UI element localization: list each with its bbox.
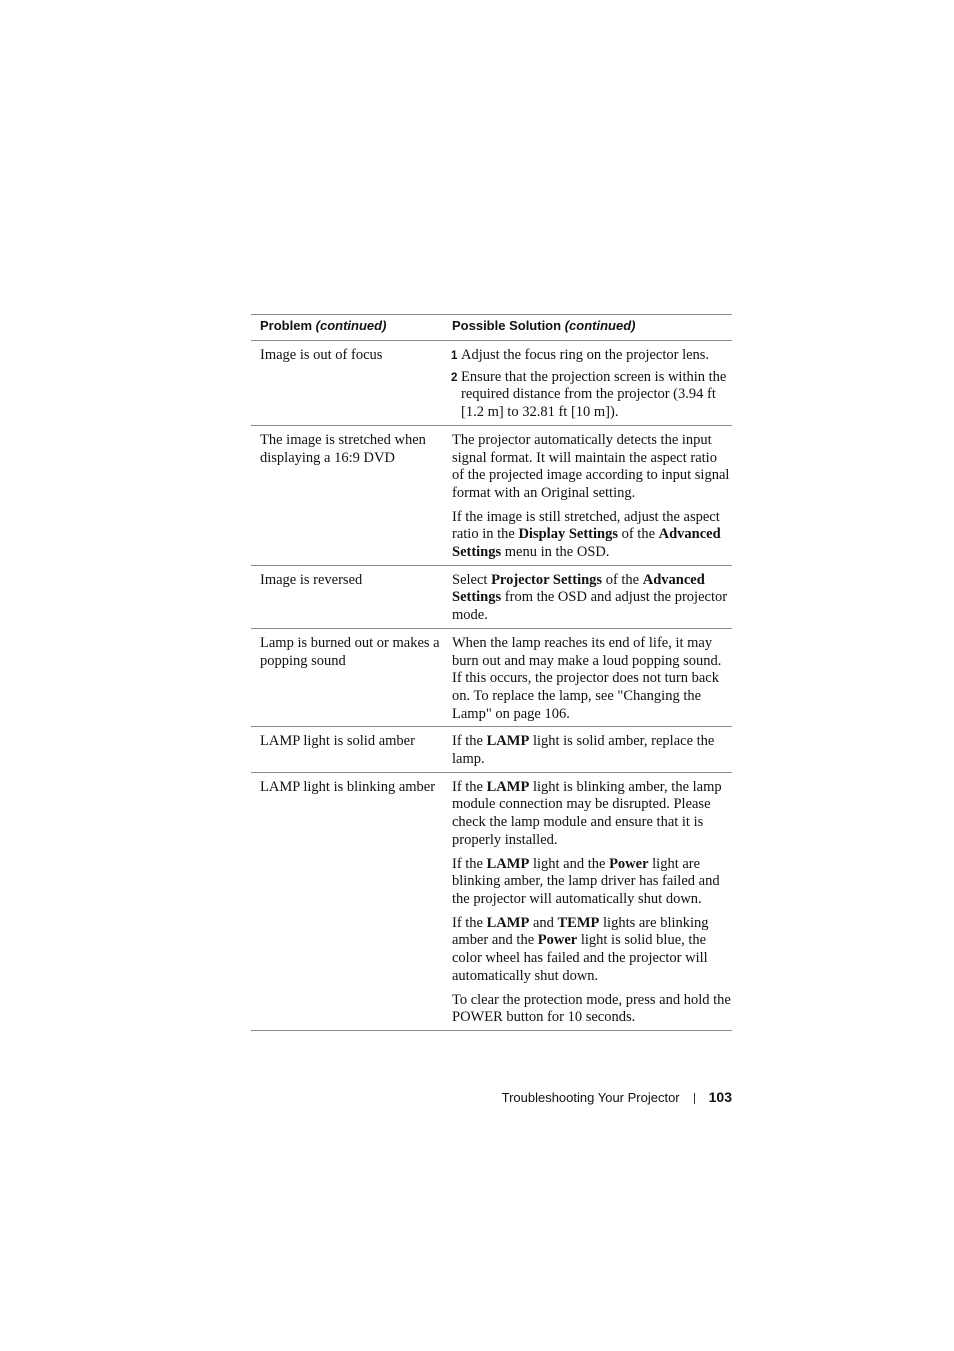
- text-run: light and the: [529, 855, 610, 872]
- text-run: If the: [452, 733, 487, 750]
- solution-paragraph: [452, 992, 732, 1027]
- solution-paragraph: [452, 915, 732, 986]
- solution-paragraph: [452, 635, 732, 724]
- page-number: 103: [708, 1089, 732, 1105]
- table-body: [251, 341, 732, 1031]
- header-solution-label: Possible Solution: [452, 318, 562, 333]
- solution-cell: [443, 773, 732, 1027]
- solution-paragraph: [452, 432, 732, 503]
- table-row: [251, 773, 732, 1031]
- solution-cell: [443, 629, 732, 724]
- solution-step: [451, 369, 732, 422]
- header-problem-label: Problem: [260, 318, 313, 333]
- step-number: 1: [451, 350, 458, 362]
- menu-term: TEMP: [557, 914, 600, 931]
- header-problem: [251, 315, 443, 340]
- footer-divider: [694, 1093, 695, 1104]
- problem-cell: Image is out of focus: [260, 347, 383, 363]
- header-solution: [443, 315, 732, 340]
- solution-paragraph: [452, 509, 732, 562]
- table-row: [251, 341, 732, 426]
- solution-step: [451, 347, 732, 366]
- text-run: light are blinking amber, the lamp driver has failed and the projector will automatically shut down.: [452, 855, 720, 907]
- table-row: [251, 727, 732, 772]
- table-header: [251, 315, 732, 341]
- text-run: from the OSD and adjust the projector mode.: [452, 589, 728, 624]
- menu-term: Projector Settings: [491, 571, 603, 588]
- text-run: The projector automatically detects the input signal format. It will maintain the aspect ratio of the projected image according to input signal format with an Original setting.: [452, 431, 730, 501]
- solution-cell: [443, 727, 732, 768]
- problem-cell: The image is stretched when displaying a 16:9 DVD: [260, 431, 426, 466]
- step-number: 2: [451, 371, 458, 384]
- menu-term: LAMP: [486, 855, 530, 872]
- text-run: If the: [452, 855, 487, 872]
- text-run: light is solid amber, replace the lamp.: [452, 733, 715, 768]
- step-text: Ensure that the projection screen is within the required distance from the projector (3.94 ft [1.2 m] to 32.81 ft [10 m]).: [461, 368, 727, 421]
- troubleshooting-table: [251, 314, 732, 1031]
- problem-cell: Image is reversed: [260, 571, 363, 588]
- text-run: and: [529, 914, 558, 931]
- text-run: light is solid blue, the color wheel has failed and the projector will automatically shut down.: [452, 932, 708, 984]
- table-row: [251, 629, 732, 728]
- page-footer: [502, 1089, 732, 1105]
- header-problem-suffix: (continued): [315, 318, 387, 333]
- text-run: When the lamp reaches its end of life, it may burn out and may make a loud popping sound. If this occurs, the projector does not turn back on. To replace the lamp, see "Changing the Lamp" on page 106.: [452, 634, 722, 722]
- problem-cell: LAMP light is solid amber: [260, 733, 415, 750]
- solution-cell: [443, 426, 732, 562]
- problem-cell: LAMP light is blinking amber: [260, 778, 436, 795]
- problem-cell: Lamp is burned out or makes a popping sound: [260, 634, 440, 669]
- footer-section-title: Troubleshooting Your Projector: [501, 1089, 680, 1105]
- text-run: To clear the protection mode, press and hold the POWER button for 10 seconds.: [452, 991, 731, 1026]
- text-run: Select: [452, 571, 492, 588]
- step-text: Adjust the focus ring on the projector lens.: [461, 347, 710, 363]
- solution-paragraph: [452, 733, 732, 768]
- solution-cell: [443, 341, 732, 422]
- menu-term: LAMP: [486, 778, 530, 795]
- menu-term: Display Settings: [518, 526, 618, 543]
- text-run: of the: [617, 526, 659, 543]
- solution-paragraph: [452, 856, 732, 909]
- text-run: lights are blinking amber and the: [452, 914, 709, 949]
- menu-term: LAMP: [486, 733, 530, 750]
- menu-term: Advanced Settings: [452, 571, 705, 606]
- table-row: [251, 566, 732, 629]
- text-run: light is blinking amber, the lamp module connection may be disrupted. Please check the lamp module and ensure that it is properly installed.: [452, 778, 722, 848]
- text-run: If the: [452, 914, 487, 931]
- solution-paragraph: [452, 779, 732, 850]
- solution-cell: [443, 566, 732, 625]
- menu-term: Power: [609, 855, 649, 872]
- text-run: If the: [452, 778, 487, 795]
- header-solution-suffix: (continued): [564, 318, 636, 333]
- menu-term: LAMP: [486, 914, 530, 931]
- solution-paragraph: [452, 572, 732, 625]
- text-run: If the image is still stretched, adjust the aspect ratio in the: [452, 508, 720, 543]
- menu-term: Advanced Settings: [452, 526, 721, 561]
- text-run: of the: [602, 571, 643, 588]
- menu-term: Power: [537, 932, 578, 949]
- table-row: [251, 426, 732, 566]
- text-run: menu in the OSD.: [501, 544, 610, 561]
